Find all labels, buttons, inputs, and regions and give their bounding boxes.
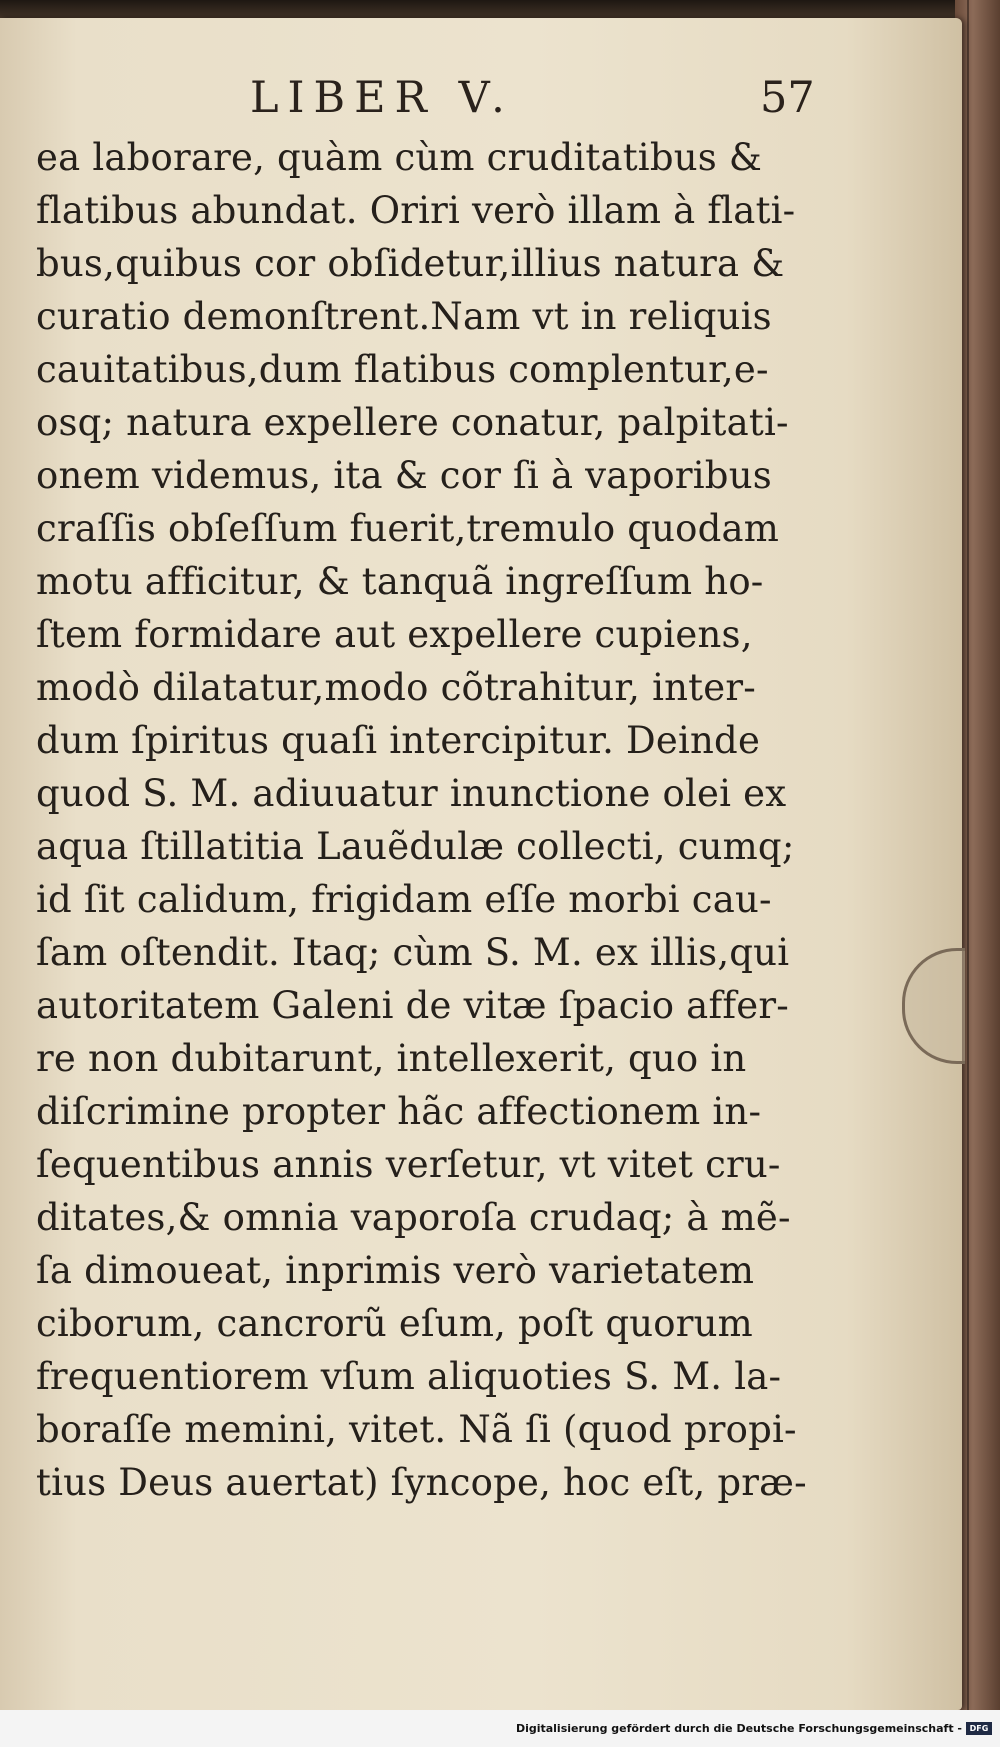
text-line: tius Deus auertat) ſyncope, hoc eſt, præ- <box>36 1461 807 1504</box>
text-line: aqua ſtillatitia Lauẽdulæ collecti, cumq; <box>36 825 795 868</box>
text-line: dum ſpiritus quaſi intercipitur. Deinde <box>36 719 761 762</box>
text-line: cauitatibus,dum flatibus complentur,e- <box>36 348 769 391</box>
text-line: quod S. M. adiuuatur inunctione olei ex <box>36 772 787 815</box>
running-head-title: LIBER V. <box>250 73 514 123</box>
page-number: 57 <box>760 73 815 123</box>
dfg-logo-icon: DFG <box>966 1722 992 1735</box>
text-line: onem videmus, ita & cor ſi à vaporibus <box>36 454 772 497</box>
text-line: ſa dimoueat, inprimis verò varietatem <box>36 1249 755 1292</box>
running-head <box>0 68 962 128</box>
text-line: craſſis obſeſſum fuerit,tremulo quodam <box>36 507 780 550</box>
text-line: frequentiorem vſum aliquoties S. M. la- <box>36 1355 782 1398</box>
text-line: diſcrimine propter hãc affectionem in- <box>36 1090 762 1133</box>
text-line: autoritatem Galeni de vitæ ſpacio affer- <box>36 984 789 1027</box>
text-line: curatio demonſtrent.Nam vt in reliquis <box>36 295 772 338</box>
text-line: ſequentibus annis verſetur, vt vitet cru- <box>36 1143 781 1186</box>
text-line: modò dilatatur,modo cõtrahitur, inter- <box>36 666 756 709</box>
text-line: motu afficitur, & tanquã ingreſſum ho- <box>36 560 764 603</box>
book-page <box>0 18 962 1710</box>
body-text <box>36 131 826 1509</box>
text-line: ſtem formidare aut expellere cupiens, <box>36 613 753 656</box>
text-line: ditates,& omnia vaporoſa crudaq; à mẽ- <box>36 1196 791 1239</box>
text-line: ciborum, cancrorũ eſum, poſt quorum <box>36 1302 753 1345</box>
page-fold-tab <box>902 948 965 1064</box>
text-line: ea laborare, quàm cùm cruditatibus & <box>36 136 763 179</box>
text-line: ſam oſtendit. Itaq; cùm S. M. ex illis,qui <box>36 931 790 974</box>
text-line: id ſit calidum, frigidam eſſe morbi cau- <box>36 878 772 921</box>
text-line: osq; natura expellere conatur, palpitati- <box>36 401 789 444</box>
digitization-footer <box>0 1710 1000 1747</box>
text-line: re non dubitarunt, intellexerit, quo in <box>36 1037 747 1080</box>
funding-credit: Digitalisierung gefördert durch die Deutsche Forschungsgemeinschaft - <box>515 1722 962 1735</box>
text-line: boraſſe memini, vitet. Nã ſi (quod propi- <box>36 1408 797 1451</box>
text-line: flatibus abundat. Oriri verò illam à flati- <box>36 189 796 232</box>
text-line: bus,quibus cor obſidetur,illius natura & <box>36 242 785 285</box>
